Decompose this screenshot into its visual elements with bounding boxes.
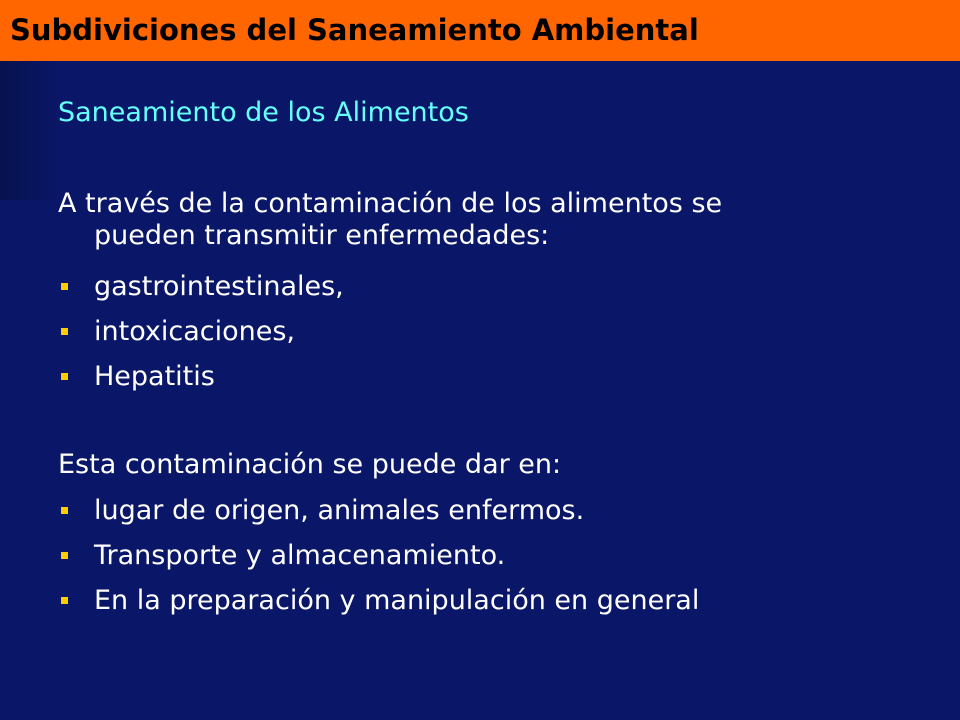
intro-paragraph: [58, 186, 722, 254]
slide-title: Subdiviciones del Saneamiento Ambiental: [10, 13, 699, 47]
list-item: [58, 578, 699, 623]
square-bullet-icon: [61, 597, 68, 604]
list-item-text: gastrointestinales,: [94, 271, 344, 302]
contamination-intro: Esta contaminación se puede dar en:: [58, 449, 562, 480]
background-shade: [0, 60, 60, 200]
square-bullet-icon: [61, 328, 68, 335]
square-bullet-icon: [61, 373, 68, 380]
list-item-text: Transporte y almacenamiento.: [94, 540, 506, 571]
list-item-text: En la preparación y manipulación en general: [94, 585, 700, 616]
square-bullet-icon: [61, 552, 68, 559]
list-item: [58, 488, 699, 533]
list-item-text: Hepatitis: [94, 361, 215, 392]
slide-subtitle: Saneamiento de los Alimentos: [58, 97, 469, 128]
disease-list: [58, 264, 344, 399]
intro-line-2: pueden transmitir enfermedades:: [94, 220, 550, 251]
intro-line-1: A través de la contaminación de los alimentos se: [58, 188, 723, 219]
list-item-text: intoxicaciones,: [94, 316, 295, 347]
list-item-text: lugar de origen, animales enfermos.: [94, 495, 585, 526]
square-bullet-icon: [61, 507, 68, 514]
list-item: [58, 264, 344, 309]
square-bullet-icon: [61, 283, 68, 290]
title-bar: [0, 0, 960, 61]
list-item: [58, 354, 344, 399]
source-list: [58, 488, 699, 623]
list-item: [58, 309, 344, 354]
list-item: [58, 533, 699, 578]
